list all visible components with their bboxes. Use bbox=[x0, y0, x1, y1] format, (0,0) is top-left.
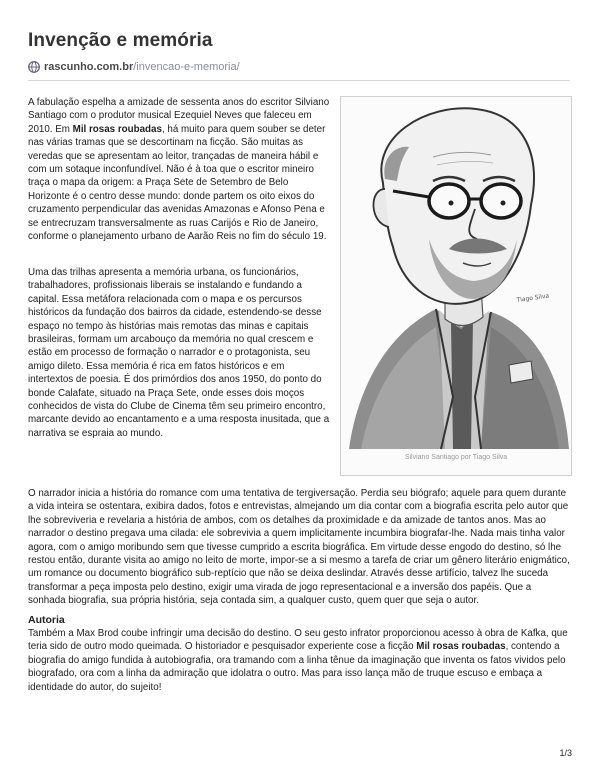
paragraph-5-text-b: , contendo a biografia do amigo fundida à autobiografia, ora tramando com a linha tênue da imaginação que inventa os fatos vividos pelo biografado, ora com a linha da admiração que idolatra o outro. Mas para isso lança mão de truque escuso e embaça a identidade do autor, do sujeito! bbox=[28, 641, 566, 693]
page-number: 1/3 bbox=[559, 748, 572, 758]
section-heading-autoria: Autoria bbox=[28, 614, 65, 626]
source-path[interactable]: /invencao-e-memoria/ bbox=[133, 61, 240, 73]
author-caricature-figure bbox=[340, 96, 572, 476]
paragraph-1 bbox=[28, 96, 330, 243]
source-domain[interactable]: rascunho.com.br bbox=[44, 61, 134, 73]
paragraph-3: O narrador inicia a história do romance com uma tentativa de tergiversação. Perdia seu biógrafo; aquele para quem durante a vida inteira se ostentara, exibira dados, fotos e entrevistas, almejando um dia contar com a biografia escrita pelo autor que lhe sobreviveria e revelaria a história de ambos, com os detalhes da proximidade e da amizade de tantos anos. Mas ao narrador o destino pregava uma cilada: ele sobrevivia a quem implicitamente incumbira biografar-lhe. Nada mais tinha valor agora, com o amigo moribundo sem que tivesse cumprido a escrita biográfica. Em virtude desse engodo do destino, só lhe restou então, durante visita ao amigo no leito de morte, impor-se a si mesmo a tarefa de criar um gênero literário enigmático, um romance ou documento biográfico sub-reptício que não se deixa deslindar. Através desse artifício, talvez lhe suceda transformar a peça imposta pelo destino, exigir uma virada de jogo representacional e a inversão dos papéis. Que a sonhada biografia, sua própria história, seja contada sim, a qualquer custo, quem quer que seja o autor. bbox=[28, 488, 570, 607]
paragraph-2: Uma das trilhas apresenta a memória urbana, os funcionários, trabalhadores, profissionais liberais se instalando e fundando a capital. Essa metáfora relacionada com o mapa e os percursos históricos da fundação dos bairros da cidade, estendendo-se desse espaço no tempo às histórias mais remotas das minas e capitais brasileiras, formam um arcabouço da memória no qual crescem e estão em processo de formação o narrador e o protagonista, seu amigo dileto. Essa memória é rica em fatos históricos e em intertextos de poesia. É dos primórdios dos anos 1950, do ponto do bonde Calafate, situado na Praça Sete, onde esses dois moços conhecidos de vista do Clube de Cinema têm seu primeiro encontro, marcante devido ao encantamento e a uma resposta inusitada, que a narrativa se espraia ao mundo. bbox=[28, 267, 330, 439]
globe-icon bbox=[28, 61, 40, 73]
source-url[interactable] bbox=[28, 60, 240, 74]
header-divider bbox=[28, 80, 570, 81]
paragraph-5 bbox=[28, 627, 570, 694]
paragraph-1-text-a: A fabulação espelha a amizade de sessenta anos do escritor Silviano Santiago com o produtor musical Ezequiel Neves que faleceu em 2010. Em bbox=[28, 97, 330, 135]
article-title: Invenção e memória bbox=[28, 30, 213, 51]
book-title-emphasis: Mil rosas roubadas bbox=[72, 123, 162, 135]
author-caricature-illustration bbox=[341, 97, 571, 475]
figure-caption: Silviano Santiago por Tiago Silva bbox=[404, 454, 508, 461]
book-title-emphasis: Mil rosas roubadas bbox=[416, 641, 506, 653]
illustrator-signature: Tiago Silva bbox=[516, 292, 550, 304]
paragraph-5-text-a: Também a Max Brod coube infringir uma decisão do destino. O seu gesto infrator proporcionou acesso à obra de Kafka, que teria sido de outro modo queimada. O historiador e pesquisador experiente cose a ficção bbox=[28, 628, 568, 653]
paragraph-1-text-b: , há muito para quem souber se deter nas várias tramas que se descortinam na ficção. São muitas as veredas que se apresentam ao leitor, trançadas de maneira hábil e com um sotaque inconfundível. Não é à toa que o escritor mineiro traça o mapa da origem: a Praça Sete de Setembro de Belo Horizonte é o centro desse mundo: donde partem os oito eixos do cruzamento perpendicular das avenidas Amazonas e Afonso Pena e se entrecruzam transversalmente as ruas Carijós e Rio de Janeiro, conforme o planejamento urbano de Aarão Reis no fim do século 19. bbox=[28, 123, 327, 243]
